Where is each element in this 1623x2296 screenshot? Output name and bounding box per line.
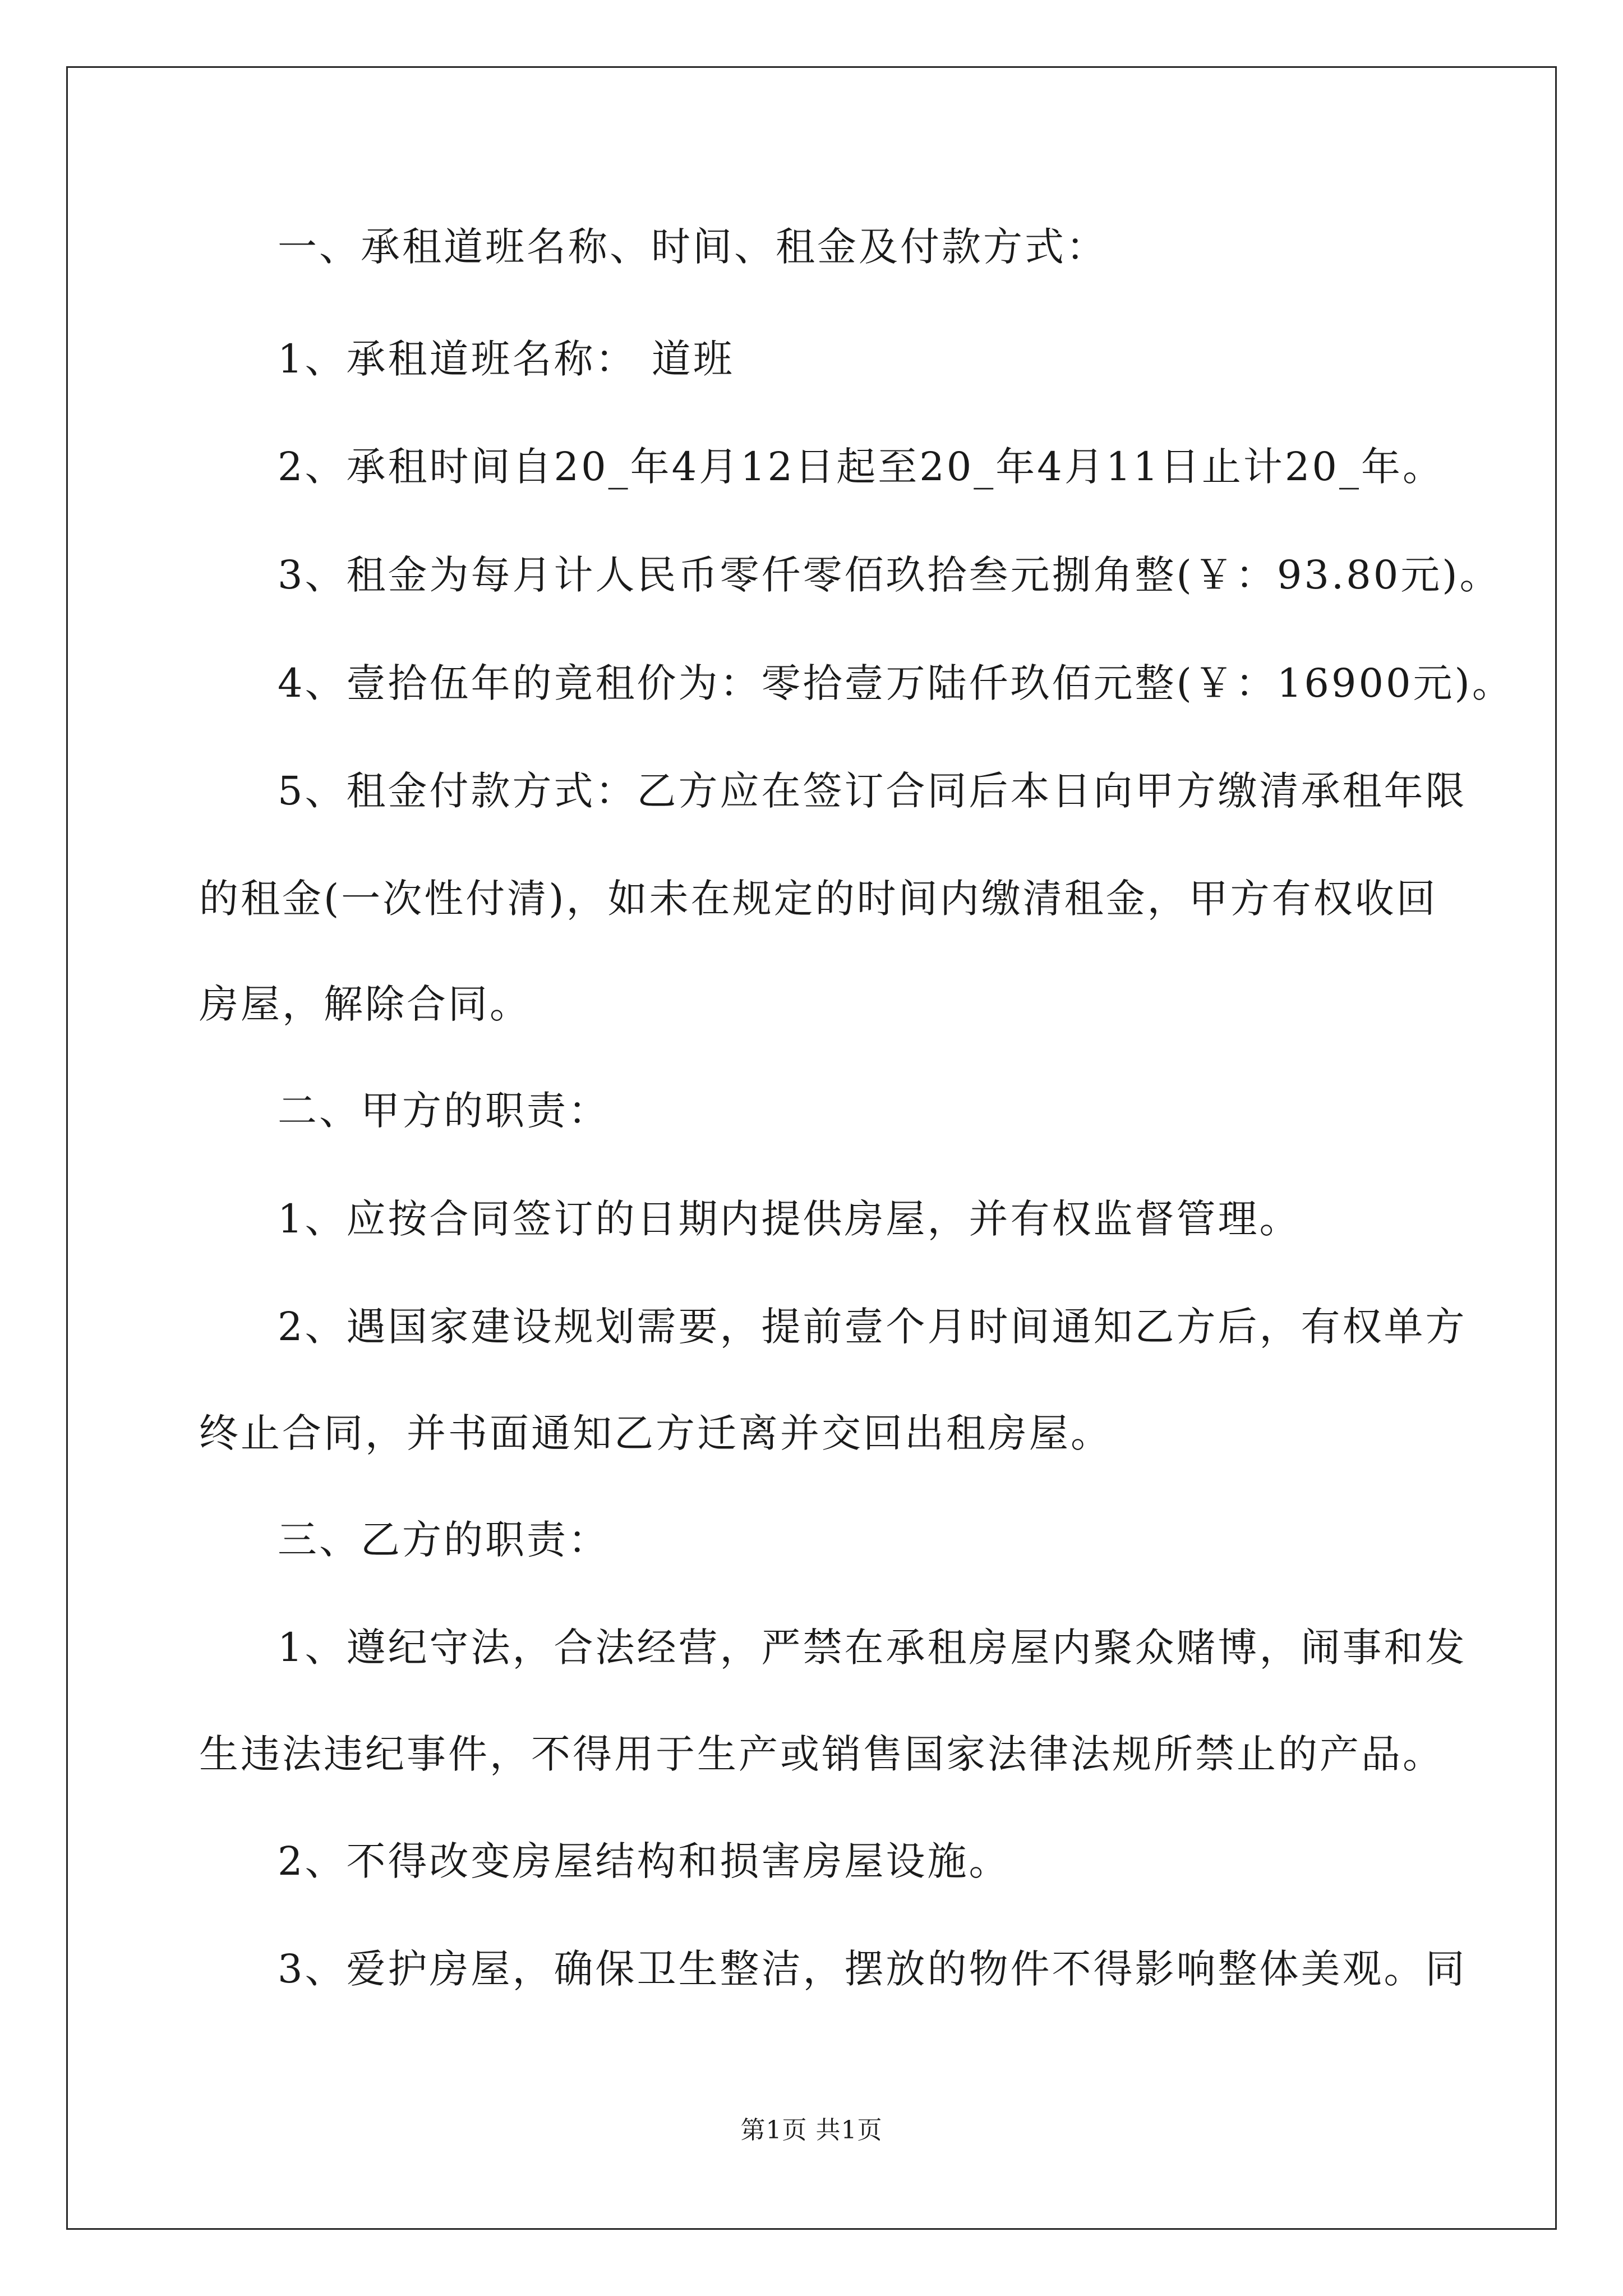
paragraph-line: 4、壹拾伍年的竟租价为：零拾壹万陆仟玖佰元整(￥：16900元)。	[278, 660, 1514, 706]
paragraph-line: 1、遵纪守法，合法经营，严禁在承租房屋内聚众赌博，闹事和发	[278, 1625, 1467, 1671]
section-heading-3: 三、乙方的职责：	[278, 1517, 610, 1563]
paragraph-line: 房屋，解除合同。	[199, 981, 531, 1027]
paragraph-line: 终止合同，并书面通知乙方迁离并交回出租房屋。	[199, 1410, 1112, 1456]
paragraph-line: 3、爱护房屋，确保卫生整洁，摆放的物件不得影响整体美观。同	[278, 1946, 1467, 1992]
paragraph-line: 1、承租道班名称： 道班	[278, 336, 735, 382]
section-heading-2: 二、甲方的职责：	[278, 1088, 610, 1134]
page-border	[66, 66, 1557, 2230]
paragraph-line: 生违法违纪事件，不得用于生产或销售国家法律法规所禁止的产品。	[199, 1731, 1444, 1777]
paragraph-line: 5、租金付款方式：乙方应在签订合同后本日向甲方缴清承租年限	[278, 768, 1467, 814]
paragraph-line: 3、租金为每月计人民币零仟零佰玖拾叁元捌角整(￥：93.80元)。	[278, 552, 1501, 598]
paragraph-line: 2、承租时间自20_年4月12日起至20_年4月11日止计20_年。	[278, 444, 1444, 490]
paragraph-line: 的租金(一次性付清)，如未在规定的时间内缴清租金，甲方有权收回	[199, 876, 1438, 922]
page-footer: 第1页 共1页	[740, 2116, 883, 2145]
paragraph-line: 1、应按合同签订的日期内提供房屋，并有权监督管理。	[278, 1196, 1301, 1242]
paragraph-line: 2、遇国家建设规划需要，提前壹个月时间通知乙方后，有权单方	[278, 1304, 1467, 1350]
section-heading-1: 一、承租道班名称、时间、租金及付款方式：	[278, 224, 1108, 270]
paragraph-line: 2、不得改变房屋结构和损害房屋设施。	[278, 1838, 1011, 1884]
